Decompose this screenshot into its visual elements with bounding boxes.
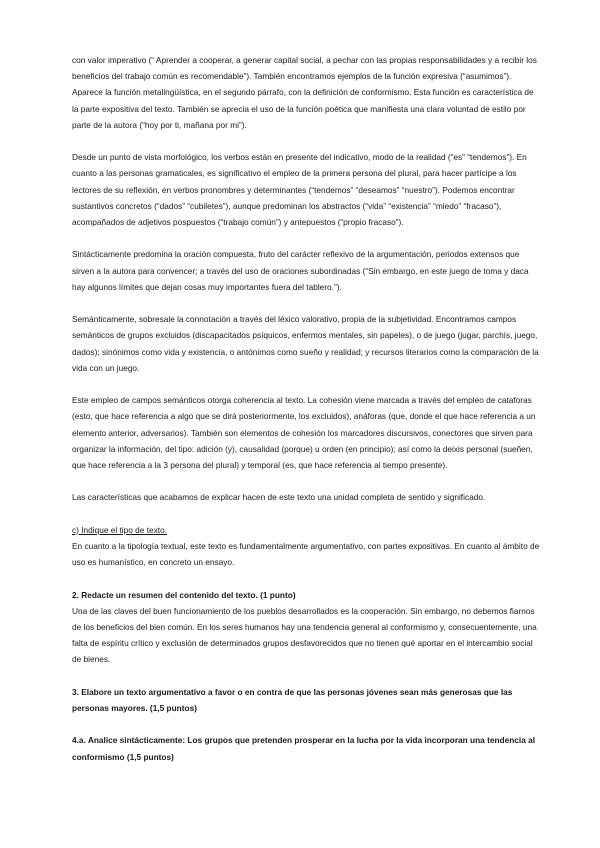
- paragraph-syntax: Sintácticamente predomina la oración compuesta, fruto del carácter reflexivo de la argumentación, periodos extensos que sirven a la autora para convencer; a través del uso de oraciones subordinadas (“Sin embargo, en este juego de toma y daca hay algunos límites que dejan cosas muy importantes fuera del tablero.”).: [72, 249, 529, 292]
- section-2-title: 2. Redacte un resumen del contenido del texto. (1 punto): [72, 589, 296, 600]
- document-page: [72, 52, 542, 765]
- paragraph-conclusion: Las características que acabamos de explicar hacen de este texto una unidad completa de sentido y significado.: [72, 492, 486, 503]
- section-4a-title: 4.a. Analice sintácticamente: Los grupos que pretenden prosperar en la lucha por la vida incorporan una tendencia al conformismo (1,5 puntos): [72, 735, 536, 762]
- section-c-body: En cuanto a la tipología textual, este texto es fundamentalmente argumentativo, con partes expositivas. En cuanto al ámbito de uso es humanístico, en concreto un ensayo.: [72, 541, 540, 568]
- paragraph-functions: con valor imperativo (“ Aprender a cooperar, a generar capital social, a pechar con las propias responsabilidades y a recibir los beneficios del trabajo común es recomendable”). También encontramos ejemplos de la función expresiva (“asumimos”). Aparece la función metalingüística, en el segundo párrafo, con la definición de conformismo. Esta función es característica de la parte expositiva del texto. También se aprecia el uso de la función poética que manifiesta una clara voluntad de estilo por parte de la autora (“hoy por ti, mañana por mi”).: [72, 55, 537, 130]
- section-3-title: 3. Elabore un texto argumentativo a favor o en contra de que las personas jóvenes sean más generosas que las personas mayores. (1,5 puntos): [72, 686, 513, 713]
- paragraph-cohesion: Este empleo de campos semánticos otorga coherencia al texto. La cohesión viene marcada a través del empleo de cataforas (esto, que hace referencia a algo que se dirá posteriormente, los excluidos), anáforas (que, donde el que hace referencia a un elemento anterior, adversarios). También son elementos de cohesión los marcadores discursivos, conectores que sirven para organizar la información, del tipo: adición (y), causalidad (porque) u orden (en principio); así como la deixis personal (sueñen, que hace referencia a la 3 persona del plural) y temporal (es, que hace referencia al tiempo presente).: [72, 395, 536, 471]
- section-2-body: Una de las claves del buen funcionamiento de los pueblos desarrollados es la cooperación. Sin embargo, no debemos fiarnos de los beneficios del bien común. En los seres humanos hay una tendencia general al conformismo y, consecuentemente, una falta de espíritu crítico y exclusión de determinados grupos desfavorecidos que no tienen qué aportar en el intercambio social de bienes.: [72, 605, 537, 665]
- paragraph-morphology: Desde un punto de vista morfológico, los verbos están en presente del indicativo, modo de la realidad (“es” “tendemos”). En cuanto a las personas gramaticales, es significativo el empleo de la primera persona del plural, para hacer partícipe a los lectores de su reflexión, en verbos pronombres y determinantes (“tendemos” “deseamos” “nuestro”). Podemos encontrar sustantivos concretos (“dados” “cubiletes”), aunque predominan los abstractos (“vida” “existencia” “miedo” “fracaso”), acompañados de adjetivos pospuestos (“trabajo común”) y antepuestos (“propio fracaso”).: [72, 152, 527, 228]
- spacer: [72, 716, 542, 732]
- paragraph-semantics: Semánticamente, sobresale la connotación a través del léxico valorativo, propia de la subjetividad. Encontramos campos semánticos de grupos excluidos (discapacitados psíquicos, enfermos mentales, sin papeles), o de juego (jugar, parchís, juego, dados); sinónimos como vida y existencia, o antónimos como sueño y realidad; y recursos literarios como la comparación de la vida con un juego.: [72, 314, 539, 373]
- section-c-title: c) Indique el tipo de texto.: [72, 524, 168, 535]
